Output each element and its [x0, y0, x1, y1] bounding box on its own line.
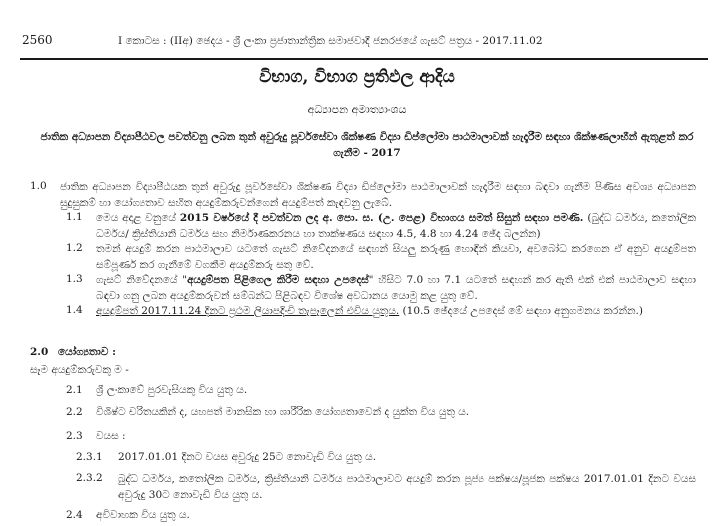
para-number: 1.3 [66, 273, 83, 285]
item-text: අවිවාහක විය යුතු ය. [96, 509, 190, 521]
page-number: 2560 [22, 33, 53, 47]
para-1-1 [96, 211, 696, 242]
para-number: 1.1 [66, 211, 83, 223]
para-underlined-text: අයදුම්පත් 2017.11.24 දිනට ප්‍රථම ලියාපදිංචි තැපෑලෙන් එවිය යුතුය. [96, 305, 400, 317]
item-number: 2.2 [66, 406, 83, 418]
section-number: 2.0 [30, 346, 49, 358]
item-number: 2.1 [66, 384, 83, 396]
section-heading: යෝග්‍යතාව : [58, 346, 116, 358]
para-text: ගැසට් නිවේදනයේ " [96, 274, 188, 286]
para-1-0: ජාතික අධ්‍යාපන විද්‍යාපීඨයක තුන් අවුරුදු පූර්වසේවා ශික්ෂණ විද්‍යා ඩිප්ලෝමා පාඨමාලාවක් හැදෑරීම සඳහා බඳවා ගැනීම පිණිස අවශ්‍ය අධ්‍යාපන සුදුසුකම් හා යෝග්‍යතාව සහිත අයදුම්කරුවන්ගෙන් අයදුම්පත් කැඳවනු ලැබේ. [60, 181, 696, 209]
item-text: ශ්‍රී ලංකාවේ පුරවැසියකු විය යුතු ය. [96, 384, 248, 396]
para-1-4 [96, 304, 696, 320]
item-text: විශිෂ්ට චරිතයකින් ද, යහපත් මානසික හා ශාරීරික යෝග්‍යතාවෙන් ද යුක්ත විය යුතු ය. [96, 406, 470, 418]
item-number: 2.3.1 [76, 451, 103, 463]
item-text: බුද්ධ ධර්මය, කතෝලික ධර්මය, ක්‍රිස්තියානි ධර්මය පාඨමාලාවට අයදුම් කරන පූජ්‍ය පක්ෂය/පූජක පක්ෂය 2017.01.01 දිනට වයස අවුරුදු 30ට නොවැඩි විය යුතු ය. [118, 473, 696, 501]
para-number: 1.0 [30, 180, 47, 192]
section-title: විභාග, විභාග ප්‍රතිඵල ආදිය [259, 67, 455, 87]
ministry-name: අධ්‍යාපන අමාත්‍යාංශය [307, 103, 407, 116]
item-text: වයස : [96, 430, 126, 442]
program-title: ජාතික අධ්‍යාපන විද්‍යාපීඨවල පවත්වනු ලබන තුන් අවුරුදු පූර්වසේවා ශික්ෂණ විද්‍යා ඩිප්ලෝමා පාඨමාලාවක් හැදෑරීම සඳහා ශික්ෂණලාභීන් ඇතුළත් කර ගැනීම - 2017 [40, 131, 694, 159]
section-intro: සෑම අයදුම්කරුවකු ම - [30, 364, 129, 376]
para-1-2: තමන් අයදුම් කරන පාඨමාලාව යටතේ ගැසට් නිවේදනයේ සඳහන් සියලු කරුණු හොඳින් කියවා, අවබෝධ කරගෙන ඒ අනුව අයදුම්පත සම්පූර්ණ කර ගැනීමේ වගකීම අයදුම්කරු සතු වේ. [96, 243, 696, 271]
item-number: 2.3 [66, 430, 83, 442]
running-header: I කොටස : (IIඅ) ඡෙදය - ශ්‍රී ලංකා ප්‍රජාතාන්ත්‍රික සමාජවාදී ජනරජයේ ගැසට් පත්‍රය - 2017.11.02 [118, 35, 543, 47]
para-text: " හිසිට 7.0 හා 7.1 යටතේ සඳහන් කර ඇති එක් එක් පාඨමාලාව සඳහා බඳවා ගනු ලබන අයදුම්කරුවන් සම්බන්ධ පිළිබඳව විශේෂ අවධානය යොමු කළ යුතු වේ. [96, 274, 697, 302]
para-1-3 [96, 273, 696, 304]
para-bold-text: අයදුම්පත පිළිගෙල කිරීම සඳහා උපදෙස් [187, 274, 369, 286]
item-number: 2.3.2 [76, 472, 103, 484]
header-rule [20, 58, 708, 60]
para-text: (10.5 ඡේදයේ උපදෙස් මේ සඳහා අනුගමනය කරන්න.) [399, 305, 643, 317]
item-text: 2017.01.01 දිනට වයස අවුරුදු 25ට නොවැඩි විය යුතු ය. [118, 451, 377, 463]
para-bold-text: 2015 වර්ෂයේ දී පවත්වන ලද අ. පො. ස. (උ. පෙළ) විභාගය සමත් සිසුන් සඳහා පමණි. [179, 212, 584, 224]
para-text: (බුද්ධ ධර්මය, කතෝලික ධර්මය/ ක්‍රිස්තියානි ධර්මය සහ නිර්මාණකරනය හා තාක්ෂණය සඳහා 4.5, 4.8 හා 4.24 ඡේද බලන්න) [96, 212, 696, 240]
para-number: 1.4 [66, 304, 83, 316]
para-text: මෙය අදාළ වනුයේ [96, 212, 180, 224]
para-number: 1.2 [66, 242, 83, 254]
item-number: 2.4 [66, 509, 83, 521]
